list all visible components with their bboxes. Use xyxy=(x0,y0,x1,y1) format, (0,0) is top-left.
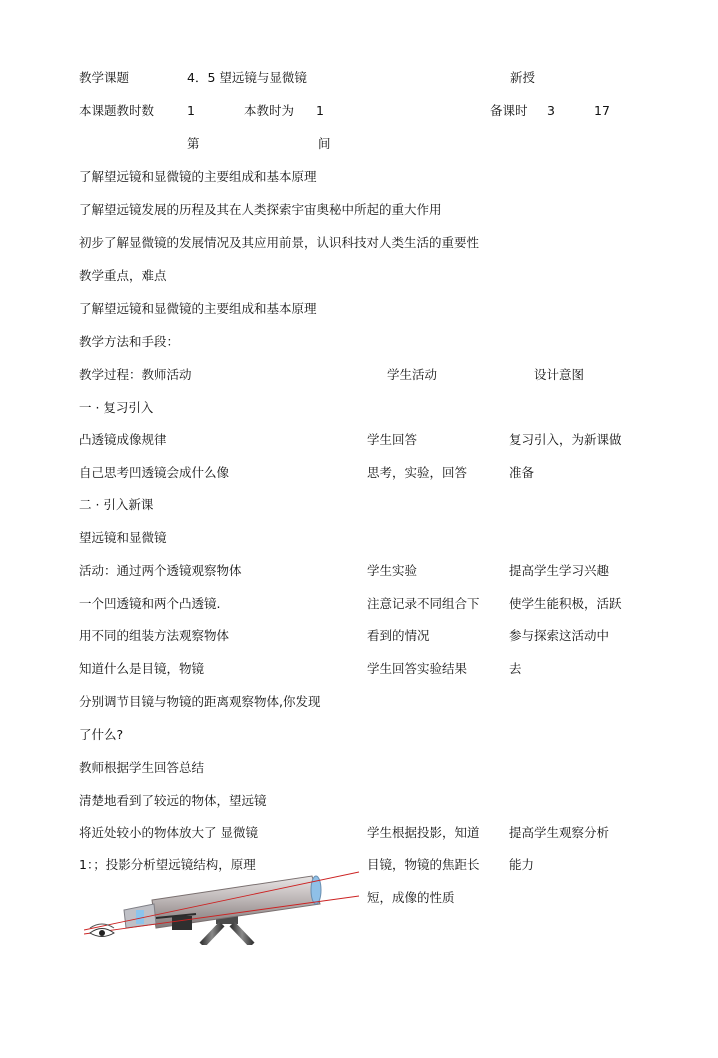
section2-teacher-5: 分别调节目镜与物镜的距离观察物体,你发现 xyxy=(79,694,321,709)
section2-student-7: 短，成像的性质 xyxy=(367,890,455,905)
objective-1: 了解望远镜和显微镜的主要组成和基本原理 xyxy=(79,169,317,184)
objective-2: 了解望远镜发展的历程及其在人类探索宇宙奥秘中所起的重大作用 xyxy=(79,202,442,217)
section2-student-2: 注意记录不同组合下 xyxy=(367,596,480,611)
prep-label: 备课时 xyxy=(490,103,528,118)
section2-student-3: 看到的情况 xyxy=(367,628,430,643)
current-value: 1 xyxy=(316,103,324,118)
section2-design-3: 参与探索这活动中 xyxy=(509,628,610,643)
focus-label: 教学重点，难点 xyxy=(79,268,167,283)
telescope-illustration xyxy=(84,870,364,945)
section1-teacher-1: 凸透镜成像规律 xyxy=(79,432,167,447)
prep-value-2: 17 xyxy=(594,103,610,118)
section2-teacher-9: 将近处较小的物体放大了 显微镜 xyxy=(79,825,258,840)
section2-teacher-10: 1：；投影分析望远镜结构，原理 xyxy=(79,857,256,872)
section2-teacher-2: 一个凹透镜和两个凸透镜. xyxy=(79,596,221,611)
section1-title: 一 · 复习引入 xyxy=(79,400,154,415)
design-intent-header: 设计意图 xyxy=(534,367,585,382)
current-label: 本教时为 xyxy=(244,103,295,118)
section2-design-4: 去 xyxy=(509,661,522,676)
section2-teacher-1: 活动：通过两个透镜观察物体 xyxy=(79,563,242,578)
section2-student-1: 学生实验 xyxy=(367,563,418,578)
course-title: 4．5 望远镜与显微镜 xyxy=(187,70,307,85)
section2-design-6: 能力 xyxy=(509,857,535,872)
methods-label: 教学方法和手段： xyxy=(79,334,180,349)
section2-student-4: 学生回答实验结果 xyxy=(367,661,468,676)
focus-text: 了解望远镜和显微镜的主要组成和基本原理 xyxy=(79,301,317,316)
lesson-type: 新授 xyxy=(510,70,536,85)
eyepiece-lens xyxy=(136,910,144,924)
section2-title: 二 · 引入新课 xyxy=(79,497,154,512)
course-label: 教学课题 xyxy=(79,70,130,85)
section2-design-5: 提高学生观察分析 xyxy=(509,825,610,840)
section2-student-5: 学生根据投影，知道 xyxy=(367,825,480,840)
student-activity-header: 学生活动 xyxy=(387,367,438,382)
objective-3: 初步了解显微镜的发展情况及其应用前景，认识科技对人类生活的重要性 xyxy=(79,235,480,250)
prep-value-1: 3 xyxy=(547,103,555,118)
section2-teacher-4: 知道什么是目镜，物镜 xyxy=(79,661,205,676)
section2-student-6: 目镜，物镜的焦距长 xyxy=(367,857,480,872)
section2-teacher-3: 用不同的组装方法观察物体 xyxy=(79,628,230,643)
section2-subtitle: 望远镜和显微镜 xyxy=(79,530,167,545)
section2-design-2: 使学生能积极，活跃 xyxy=(509,596,622,611)
section2-teacher-8: 清楚地看到了较远的物体，望远镜 xyxy=(79,793,267,808)
hours-value: 1 xyxy=(187,103,195,118)
current-suffix-left: 第 xyxy=(187,136,200,151)
section1-student-1: 学生回答 xyxy=(367,432,418,447)
current-suffix-right: 间 xyxy=(318,136,331,151)
section1-student-2: 思考，实验，回答 xyxy=(367,465,468,480)
hours-label: 本课题教时数 xyxy=(79,103,155,118)
section1-design-1: 复习引入，为新课做 xyxy=(509,432,622,447)
section2-teacher-6: 了什么? xyxy=(79,727,124,742)
section2-design-1: 提高学生学习兴趣 xyxy=(509,563,610,578)
section1-teacher-2: 自己思考凹透镜会成什么像 xyxy=(79,465,230,480)
teacher-activity-header: 教学过程：教师活动 xyxy=(79,367,192,382)
section1-design-2: 准备 xyxy=(509,465,535,480)
section2-teacher-7: 教师根据学生回答总结 xyxy=(79,760,205,775)
